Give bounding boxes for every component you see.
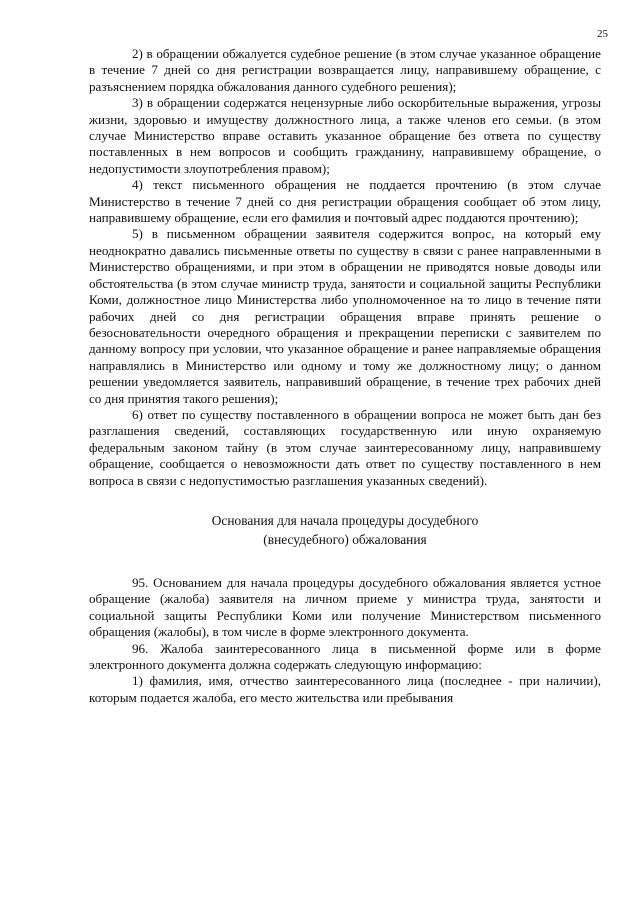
paragraph-item-2: 2) в обращении обжалуется судебное решение (в этом случае указанное обращение в течение 7 дней со дня регистрации возвращается лицу, направившему обращение, с разъяснением порядка обжалования данного судебного решения); [89, 46, 601, 94]
paragraph-item-3: 3) в обращении содержатся нецензурные либо оскорбительные выражения, угрозы жизни, здоровью и имуществу должностного лица, а также членов его семьи. (в этом случае Министерство вправе оставить указанное обращение без ответа по существу поставленных в нем вопросов и сообщить гражданину, направившему обращение, о недопустимости злоупотребления правом); [89, 95, 601, 176]
paragraph-96-item-1: 1) фамилия, имя, отчество заинтересованного лица (последнее - при наличии), которым подается жалоба, его место жительства или пребывания [89, 673, 601, 705]
section-heading [89, 511, 601, 549]
page-number: 25 [597, 28, 608, 40]
paragraph-96: 96. Жалоба заинтересованного лица в письменной форме или в форме электронного документа должна содержать следующую информацию: [89, 640, 601, 672]
document-body [89, 46, 601, 706]
section-heading-line-1: Основания для начала процедуры досудебного [211, 512, 479, 528]
paragraph-item-6: 6) ответ по существу поставленного в обращении вопроса не может быть дан без разглашения сведений, составляющих государственную или иную охраняемую федеральным законом тайну (в этом случае заинтересованному лицу, направившему обращение, сообщается о невозможности дать ответ по существу поставленного в нем вопроса в связи с недопустимостью разглашения указанных сведений). [89, 406, 601, 488]
paragraph-item-4: 4) текст письменного обращения не поддается прочтению (в этом случае Министерство в течение 7 дней со дня регистрации обращения сообщает об этом лицу, направившему обращение, если его фамилия и почтовый адрес поддаются прочтению); [89, 177, 601, 226]
paragraph-item-5: 5) в письменном обращении заявителя содержится вопрос, на который ему неоднократно давались письменные ответы по существу в связи с ранее направленными в Министерство обращениями, и при этом в обращении не приводятся новые доводы или обстоятельства (в этом случае министр труда, занятости и социальной защиты Республики Коми, должностное лицо Министерства либо уполномоченное на то лицо в течение пяти рабочих дней со дня регистрации обращения вправе принять решение о безосновательности очередного обращения и прекращении переписки с заявителем по данному вопросу при условии, что указанное обращение и ранее направляемые обращения направлялись в Министерство или одному и тому же должностному лицу; о данном решении уведомляется заявитель, направивший обращение, в течение трех рабочих дней со дня принятия такого решения); [89, 226, 601, 406]
paragraph-95: 95. Основанием для начала процедуры досудебного обжалования является устное обращение (жалоба) заявителя на личном приеме у министра труда, занятости и социальной защиты Республики Коми или получение Министерством письменного обращения (жалобы), в том числе в форме электронного документа. [89, 574, 601, 640]
section-heading-line-2: (внесудебного) обжалования [263, 531, 427, 547]
